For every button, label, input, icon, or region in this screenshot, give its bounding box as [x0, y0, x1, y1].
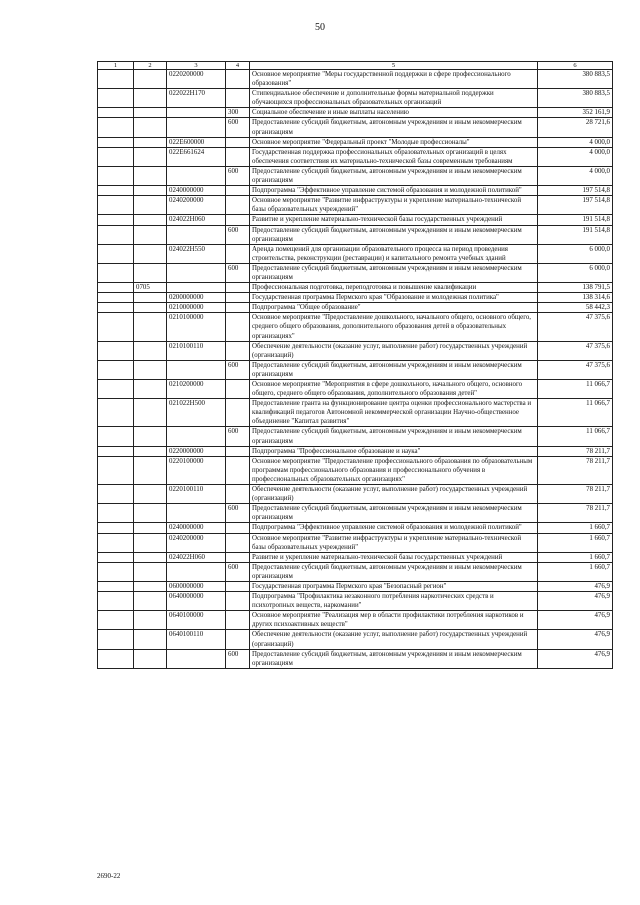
cell-c5: Основное мероприятие "Реализация мер в области профилактики потребления наркотиков и других психоактивных веществ" — [250, 611, 538, 630]
table-row — [98, 215, 613, 225]
table-row — [98, 263, 613, 282]
cell-c4: 600 — [226, 562, 250, 581]
cell-c4 — [226, 244, 250, 263]
cell-c5: Подпрограмма "Эффективное управление системой образования и молодежной политикой" — [250, 523, 538, 533]
table-row — [98, 293, 613, 303]
cell-c5: Основное мероприятие "Федеральный проект "Молодые профессионалы" — [250, 137, 538, 147]
cell-c6: 6 000,0 — [538, 263, 613, 282]
cell-c3: 0640100000 — [167, 611, 226, 630]
cell-c4 — [226, 380, 250, 399]
cell-c1 — [98, 630, 134, 649]
cell-c5: Государственная программа Пермского края "Безопасный регион" — [250, 581, 538, 591]
cell-c2 — [134, 147, 167, 166]
table-row — [98, 504, 613, 523]
cell-c6: 1 660,7 — [538, 523, 613, 533]
cell-c2 — [134, 581, 167, 591]
cell-c1 — [98, 592, 134, 611]
cell-c3 — [167, 225, 226, 244]
table-row — [98, 303, 613, 313]
cell-c3: 024022Н060 — [167, 215, 226, 225]
cell-c1 — [98, 485, 134, 504]
cell-c1 — [98, 108, 134, 118]
cell-c4 — [226, 456, 250, 484]
cell-c6: 191 514,8 — [538, 215, 613, 225]
cell-c2 — [134, 244, 167, 263]
cell-c2 — [134, 225, 167, 244]
cell-c6: 4 000,0 — [538, 166, 613, 185]
cell-c6: 4 000,0 — [538, 147, 613, 166]
cell-c1 — [98, 380, 134, 399]
cell-c1 — [98, 137, 134, 147]
cell-c6: 11 066,7 — [538, 380, 613, 399]
cell-c1 — [98, 263, 134, 282]
cell-c3: 0210000000 — [167, 303, 226, 313]
header-col-5: 5 — [250, 62, 538, 70]
cell-c4 — [226, 341, 250, 360]
cell-c1 — [98, 293, 134, 303]
cell-c3: 0240000000 — [167, 523, 226, 533]
cell-c6: 1 660,7 — [538, 562, 613, 581]
cell-c2 — [134, 446, 167, 456]
cell-c5: Развитие и укрепление материально-технической базы государственных учреждений — [250, 215, 538, 225]
cell-c6: 476,9 — [538, 630, 613, 649]
table-row — [98, 399, 613, 427]
cell-c2 — [134, 485, 167, 504]
table-row — [98, 147, 613, 166]
cell-c1 — [98, 313, 134, 341]
cell-c4 — [226, 293, 250, 303]
cell-c4: 600 — [226, 166, 250, 185]
cell-c2 — [134, 70, 167, 89]
cell-c3: 0640100110 — [167, 630, 226, 649]
cell-c4: 600 — [226, 504, 250, 523]
table-row — [98, 341, 613, 360]
cell-c5: Предоставление субсидий бюджетным, автономным учреждениям и иным некоммерческим организациям — [250, 263, 538, 282]
cell-c4: 600 — [226, 118, 250, 137]
cell-c6: 78 211,7 — [538, 504, 613, 523]
header-col-2: 2 — [134, 62, 167, 70]
cell-c2 — [134, 630, 167, 649]
cell-c3: 022022Н170 — [167, 89, 226, 108]
cell-c5: Предоставление субсидий бюджетным, автономным учреждениям и иным некоммерческим организациям — [250, 118, 538, 137]
cell-c5: Подпрограмма "Профилактика незаконного потребления наркотических средств и психотропных веществ, наркомании" — [250, 592, 538, 611]
cell-c6: 4 000,0 — [538, 137, 613, 147]
cell-c2 — [134, 360, 167, 379]
cell-c1 — [98, 147, 134, 166]
cell-c2 — [134, 456, 167, 484]
cell-c5: Предоставление гранта на функционирование центра оценки профессионального мастерства и квалификаций педагогов Автономной некоммерческой организации Научно-общественное объединение "Капитал развития" — [250, 399, 538, 427]
cell-c6: 6 000,0 — [538, 244, 613, 263]
cell-c6: 47 375,6 — [538, 341, 613, 360]
cell-c1 — [98, 341, 134, 360]
cell-c1 — [98, 581, 134, 591]
table-row — [98, 485, 613, 504]
table-row — [98, 446, 613, 456]
cell-c1 — [98, 399, 134, 427]
cell-c3 — [167, 427, 226, 446]
cell-c1 — [98, 215, 134, 225]
cell-c2 — [134, 427, 167, 446]
cell-c1 — [98, 89, 134, 108]
cell-c4: 600 — [226, 360, 250, 379]
cell-c3 — [167, 504, 226, 523]
table-row — [98, 380, 613, 399]
cell-c3: 022Е600000 — [167, 137, 226, 147]
cell-c6: 78 211,7 — [538, 485, 613, 504]
table-row — [98, 70, 613, 89]
cell-c6: 11 066,7 — [538, 427, 613, 446]
header-col-4: 4 — [226, 62, 250, 70]
cell-c5: Предоставление субсидий бюджетным, автономным учреждениям и иным некоммерческим организациям — [250, 225, 538, 244]
cell-c6: 47 375,6 — [538, 360, 613, 379]
cell-c2 — [134, 293, 167, 303]
cell-c5: Основное мероприятие "Развитие инфраструктуры и укрепление материально-технической базы образовательных учреждений" — [250, 533, 538, 552]
cell-c3: 0220200000 — [167, 70, 226, 89]
table-row — [98, 533, 613, 552]
cell-c3: 0240200000 — [167, 533, 226, 552]
cell-c6: 28 721,6 — [538, 118, 613, 137]
table-row — [98, 186, 613, 196]
cell-c3: 0220000000 — [167, 446, 226, 456]
cell-c6: 11 066,7 — [538, 399, 613, 427]
cell-c3: 0220100000 — [167, 456, 226, 484]
table-row — [98, 89, 613, 108]
table-row — [98, 456, 613, 484]
table-row — [98, 360, 613, 379]
cell-c4 — [226, 581, 250, 591]
cell-c6: 47 375,6 — [538, 313, 613, 341]
cell-c1 — [98, 360, 134, 379]
table-header-row — [98, 62, 613, 70]
cell-c5: Развитие и укрепление материально-технической базы государственных учреждений — [250, 552, 538, 562]
cell-c2 — [134, 166, 167, 185]
cell-c6: 1 660,7 — [538, 533, 613, 552]
cell-c2 — [134, 649, 167, 668]
header-col-3: 3 — [167, 62, 226, 70]
cell-c2 — [134, 523, 167, 533]
cell-c1 — [98, 552, 134, 562]
cell-c3: 0210100000 — [167, 313, 226, 341]
cell-c1 — [98, 283, 134, 293]
cell-c2 — [134, 137, 167, 147]
table-row — [98, 611, 613, 630]
cell-c4: 600 — [226, 263, 250, 282]
cell-c4 — [226, 592, 250, 611]
cell-c4 — [226, 70, 250, 89]
cell-c1 — [98, 523, 134, 533]
table-body — [98, 70, 613, 669]
cell-c5: Основное мероприятие "Развитие инфраструктуры и укрепление материально-технической базы образовательных учреждений" — [250, 196, 538, 215]
cell-c2 — [134, 399, 167, 427]
cell-c3: 0220100110 — [167, 485, 226, 504]
cell-c6: 78 211,7 — [538, 446, 613, 456]
cell-c1 — [98, 427, 134, 446]
cell-c3: 0210200000 — [167, 380, 226, 399]
table-row — [98, 118, 613, 137]
cell-c4 — [226, 215, 250, 225]
cell-c1 — [98, 456, 134, 484]
cell-c4 — [226, 446, 250, 456]
cell-c3: 0200000000 — [167, 293, 226, 303]
cell-c6: 476,9 — [538, 592, 613, 611]
cell-c4 — [226, 485, 250, 504]
cell-c5: Обеспечение деятельности (оказание услуг, выполнение работ) государственных учреждений (организаций) — [250, 341, 538, 360]
cell-c4 — [226, 137, 250, 147]
cell-c3: 0210100110 — [167, 341, 226, 360]
cell-c3 — [167, 283, 226, 293]
cell-c3: 024022Н060 — [167, 552, 226, 562]
cell-c6: 197 514,8 — [538, 196, 613, 215]
cell-c6: 476,9 — [538, 611, 613, 630]
cell-c2 — [134, 313, 167, 341]
cell-c2: 0705 — [134, 283, 167, 293]
cell-c5: Основное мероприятие "Предоставление профессионального образования по образовательным программам профессионального образования и профессионального обучения в профессиональных образовательных организациях" — [250, 456, 538, 484]
cell-c1 — [98, 649, 134, 668]
cell-c3: 0640000000 — [167, 592, 226, 611]
budget-table — [97, 61, 613, 669]
cell-c6: 352 161,9 — [538, 108, 613, 118]
cell-c2 — [134, 504, 167, 523]
table-row — [98, 552, 613, 562]
cell-c2 — [134, 215, 167, 225]
table-row — [98, 137, 613, 147]
footer-code: 2690-22 — [97, 872, 121, 880]
cell-c6: 78 211,7 — [538, 456, 613, 484]
cell-c4 — [226, 611, 250, 630]
cell-c3: 021022Н500 — [167, 399, 226, 427]
cell-c1 — [98, 196, 134, 215]
cell-c5: Социальное обеспечение и иные выплаты населению — [250, 108, 538, 118]
table-row — [98, 283, 613, 293]
table-row — [98, 592, 613, 611]
cell-c4 — [226, 523, 250, 533]
header-col-6: 6 — [538, 62, 613, 70]
cell-c3 — [167, 649, 226, 668]
cell-c5: Стипендиальное обеспечение и дополнительные формы материальной поддержки обучающихся профессиональных образовательных организаций — [250, 89, 538, 108]
cell-c3 — [167, 118, 226, 137]
cell-c4: 600 — [226, 427, 250, 446]
cell-c4: 600 — [226, 225, 250, 244]
cell-c6: 191 514,8 — [538, 225, 613, 244]
cell-c4 — [226, 313, 250, 341]
table-row — [98, 108, 613, 118]
cell-c5: Обеспечение деятельности (оказание услуг, выполнение работ) государственных учреждений (организаций) — [250, 630, 538, 649]
cell-c1 — [98, 562, 134, 581]
cell-c4 — [226, 630, 250, 649]
table-row — [98, 244, 613, 263]
page-number: 50 — [315, 22, 325, 33]
header-col-1: 1 — [98, 62, 134, 70]
table-row — [98, 427, 613, 446]
cell-c6: 476,9 — [538, 649, 613, 668]
table-row — [98, 630, 613, 649]
cell-c3: 022Е661624 — [167, 147, 226, 166]
cell-c3: 024022Н550 — [167, 244, 226, 263]
cell-c1 — [98, 70, 134, 89]
cell-c2 — [134, 186, 167, 196]
cell-c6: 197 514,8 — [538, 186, 613, 196]
cell-c3 — [167, 562, 226, 581]
cell-c5: Подпрограмма "Эффективное управление системой образования и молодежной политикой" — [250, 186, 538, 196]
cell-c2 — [134, 108, 167, 118]
cell-c6: 138 314,6 — [538, 293, 613, 303]
cell-c2 — [134, 611, 167, 630]
table-row — [98, 196, 613, 215]
cell-c5: Основное мероприятие "Меры государственной поддержки в сфере профессионального образования" — [250, 70, 538, 89]
cell-c4 — [226, 533, 250, 552]
table-row — [98, 562, 613, 581]
table-row — [98, 225, 613, 244]
cell-c1 — [98, 303, 134, 313]
cell-c3 — [167, 360, 226, 379]
cell-c1 — [98, 225, 134, 244]
cell-c6: 58 442,3 — [538, 303, 613, 313]
cell-c5: Основное мероприятие "Предоставление дошкольного, начального общего, основного общего, среднего общего образования, дополнительного образования детей в образовательных организациях" — [250, 313, 538, 341]
cell-c6: 1 660,7 — [538, 552, 613, 562]
table-row — [98, 313, 613, 341]
cell-c4: 600 — [226, 649, 250, 668]
cell-c5: Подпрограмма "Общее образование" — [250, 303, 538, 313]
cell-c4 — [226, 147, 250, 166]
cell-c5: Государственная программа Пермского края "Образование и молодежная политика" — [250, 293, 538, 303]
cell-c1 — [98, 244, 134, 263]
cell-c5: Подпрограмма "Профессиональное образование и наука" — [250, 446, 538, 456]
cell-c5: Предоставление субсидий бюджетным, автономным учреждениям и иным некоммерческим организациям — [250, 427, 538, 446]
cell-c4 — [226, 303, 250, 313]
cell-c6: 380 883,5 — [538, 89, 613, 108]
cell-c1 — [98, 166, 134, 185]
cell-c1 — [98, 186, 134, 196]
cell-c6: 476,9 — [538, 581, 613, 591]
cell-c1 — [98, 504, 134, 523]
cell-c6: 380 883,5 — [538, 70, 613, 89]
cell-c6: 138 791,5 — [538, 283, 613, 293]
cell-c2 — [134, 118, 167, 137]
cell-c4 — [226, 552, 250, 562]
cell-c4 — [226, 196, 250, 215]
cell-c1 — [98, 118, 134, 137]
cell-c5: Государственная поддержка профессиональных образовательных организаций в целях обеспечения соответствия их материально-технической базы современным требованиям — [250, 147, 538, 166]
cell-c2 — [134, 380, 167, 399]
cell-c2 — [134, 341, 167, 360]
cell-c1 — [98, 533, 134, 552]
cell-c4: 300 — [226, 108, 250, 118]
cell-c3: 0240200000 — [167, 196, 226, 215]
cell-c3: 0600000000 — [167, 581, 226, 591]
cell-c5: Профессиональная подготовка, переподготовка и повышение квалификации — [250, 283, 538, 293]
cell-c2 — [134, 303, 167, 313]
cell-c5: Основное мероприятие "Мероприятия в сфере дошкольного, начального общего, основного общего, среднего общего образования, дополнительного образования детей" — [250, 380, 538, 399]
cell-c4 — [226, 89, 250, 108]
table-row — [98, 649, 613, 668]
table-row — [98, 523, 613, 533]
cell-c5: Обеспечение деятельности (оказание услуг, выполнение работ) государственных учреждений (организаций) — [250, 485, 538, 504]
cell-c3 — [167, 166, 226, 185]
cell-c2 — [134, 89, 167, 108]
cell-c5: Предоставление субсидий бюджетным, автономным учреждениям и иным некоммерческим организациям — [250, 562, 538, 581]
cell-c1 — [98, 611, 134, 630]
cell-c3 — [167, 263, 226, 282]
cell-c2 — [134, 196, 167, 215]
cell-c2 — [134, 562, 167, 581]
cell-c5: Предоставление субсидий бюджетным, автономным учреждениям и иным некоммерческим организациям — [250, 166, 538, 185]
cell-c2 — [134, 552, 167, 562]
cell-c4 — [226, 399, 250, 427]
cell-c5: Предоставление субсидий бюджетным, автономным учреждениям и иным некоммерческим организациям — [250, 360, 538, 379]
cell-c5: Предоставление субсидий бюджетным, автономным учреждениям и иным некоммерческим организациям — [250, 504, 538, 523]
cell-c4 — [226, 283, 250, 293]
cell-c1 — [98, 446, 134, 456]
table-row — [98, 166, 613, 185]
cell-c3: 0240000000 — [167, 186, 226, 196]
cell-c5: Предоставление субсидий бюджетным, автономным учреждениям и иным некоммерческим организациям — [250, 649, 538, 668]
cell-c2 — [134, 533, 167, 552]
cell-c3 — [167, 108, 226, 118]
table-row — [98, 581, 613, 591]
cell-c5: Аренда помещений для организации образовательного процесса на период проведения строительства, реконструкции (реставрации) и капитального ремонта учебных зданий — [250, 244, 538, 263]
cell-c4 — [226, 186, 250, 196]
cell-c2 — [134, 592, 167, 611]
cell-c2 — [134, 263, 167, 282]
